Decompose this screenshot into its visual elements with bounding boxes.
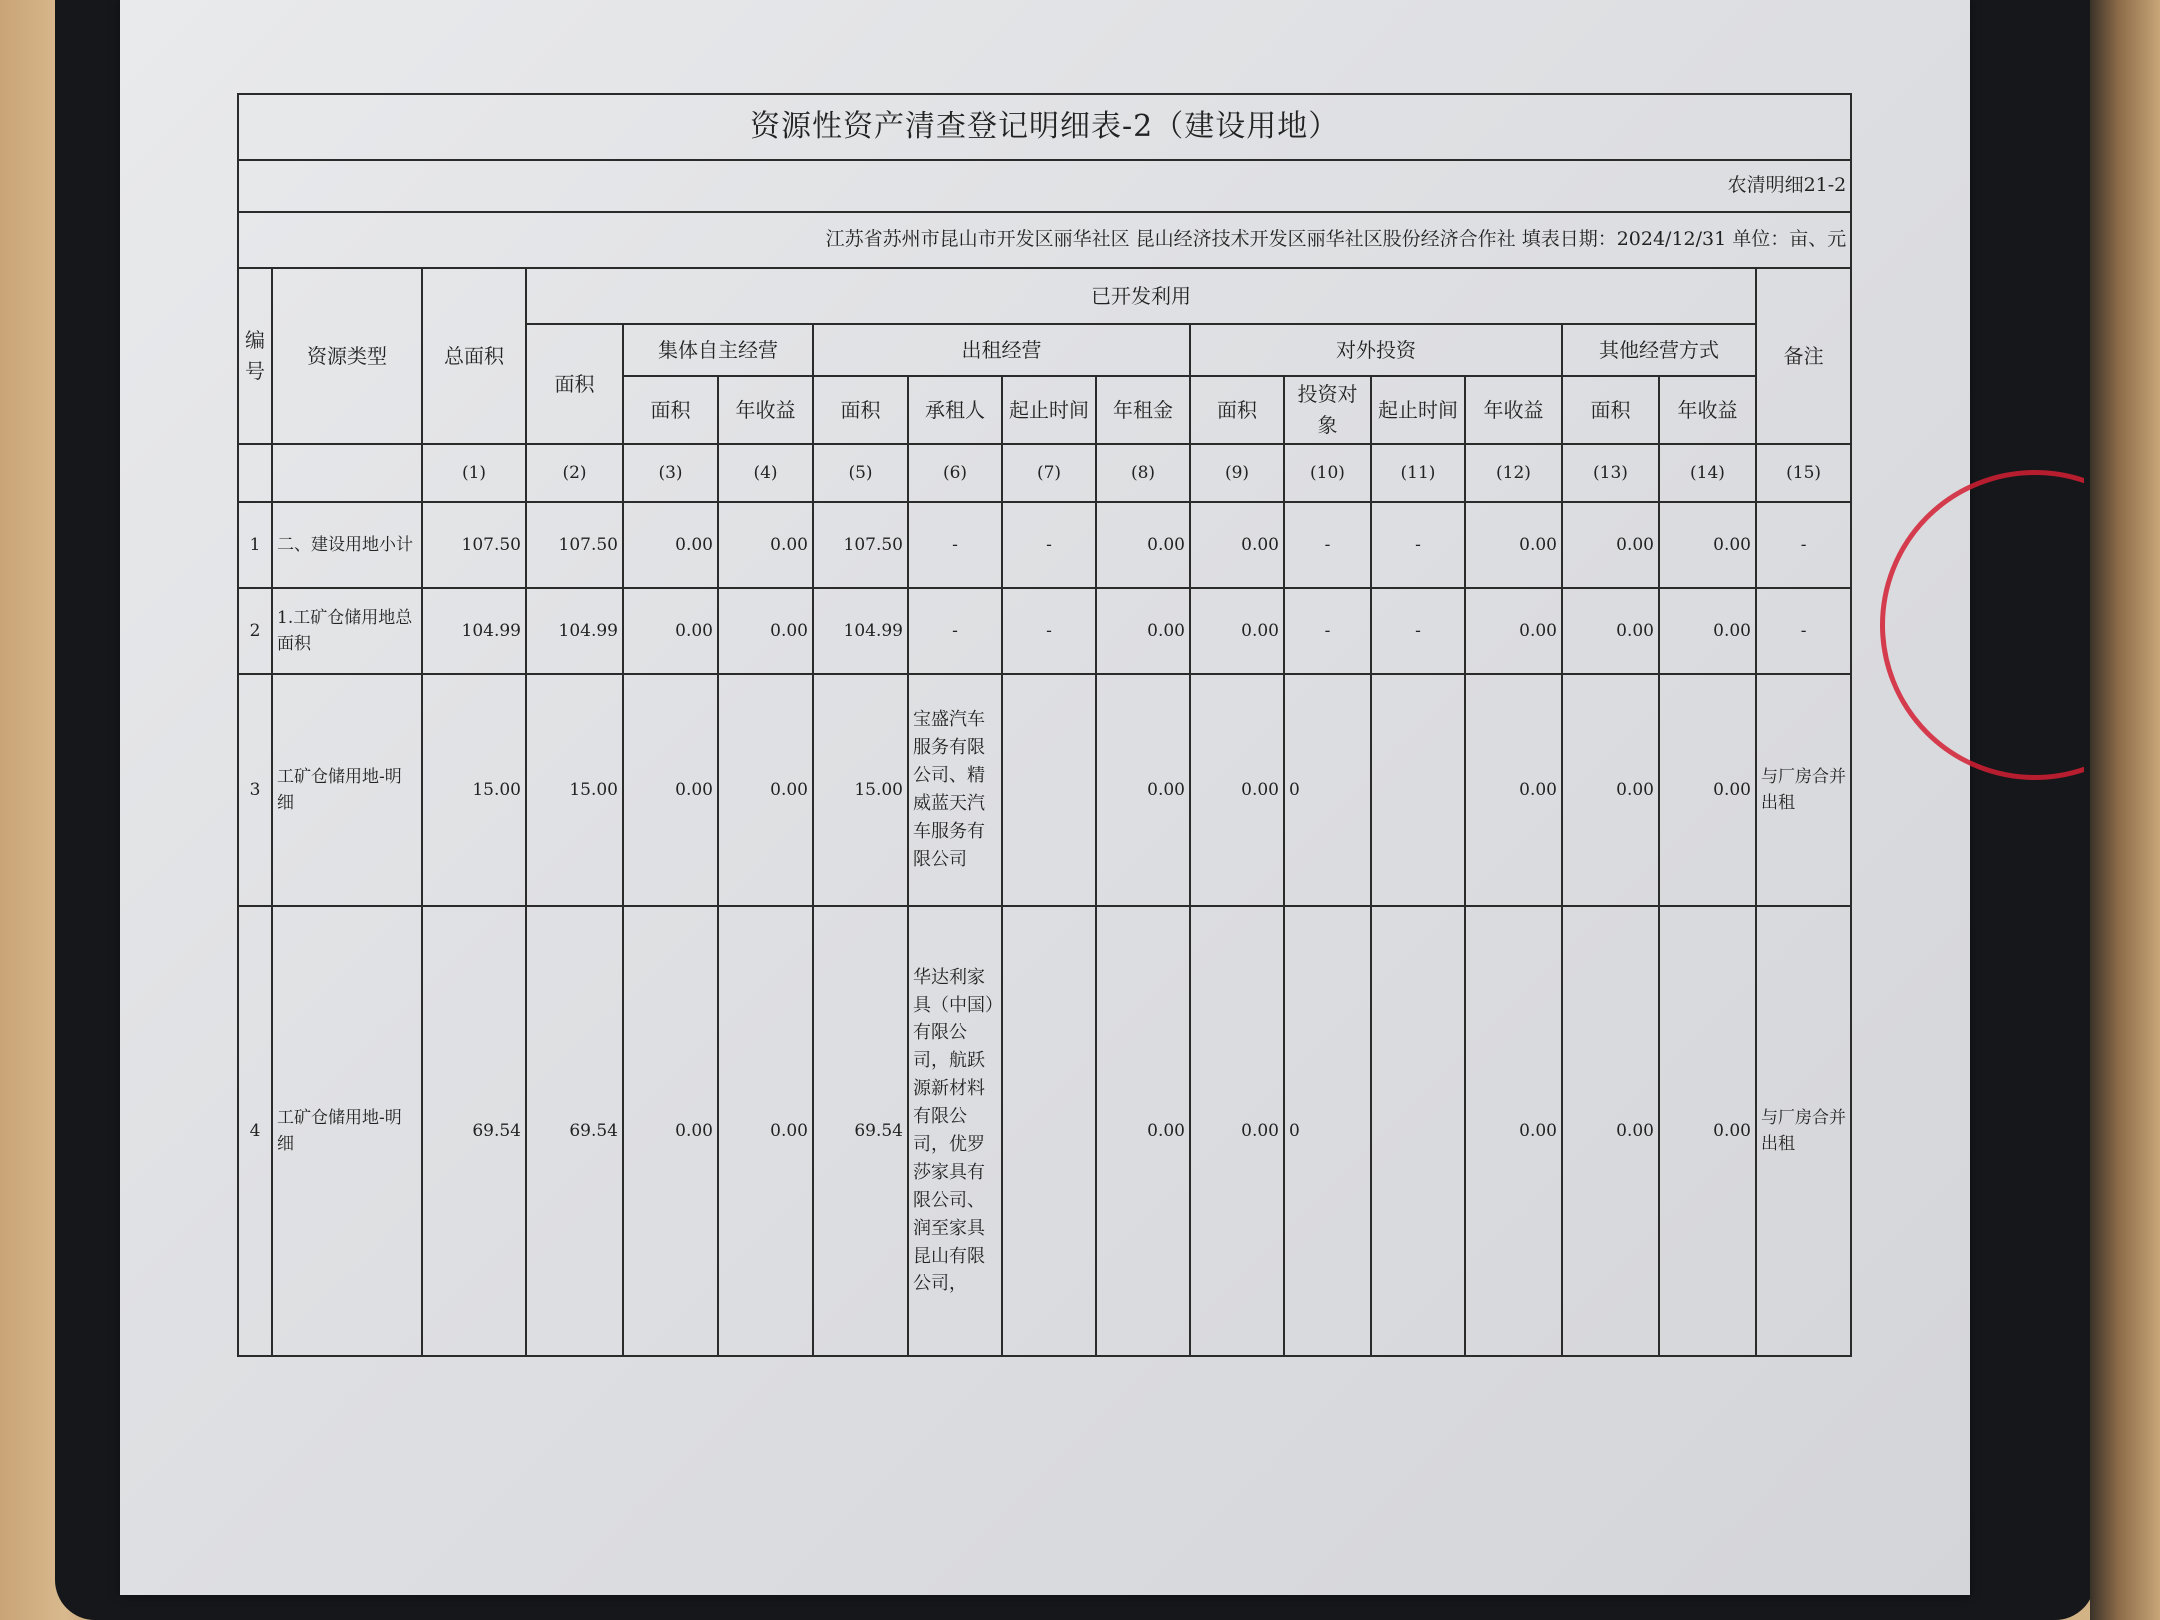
index-cell: (1)	[422, 444, 526, 502]
cell-o-income: 0.00	[1659, 588, 1756, 674]
cell-r-rent: 0.00	[1096, 588, 1190, 674]
header-developed: 已开发利用	[526, 268, 1756, 324]
index-cell: (12)	[1465, 444, 1562, 502]
cell-area: 107.50	[526, 502, 623, 588]
cell-c-area: 0.00	[623, 502, 718, 588]
index-cell: (8)	[1096, 444, 1190, 502]
cell-r-period	[1002, 906, 1096, 1356]
header-i-period: 起止时间	[1371, 376, 1465, 444]
page-title: 资源性资产清查登记明细表-2（建设用地）	[238, 94, 1851, 160]
cell-r-period	[1002, 674, 1096, 906]
header-no: 编号	[238, 268, 272, 444]
cell-r-area: 69.54	[813, 906, 908, 1356]
cell-i-income: 0.00	[1465, 906, 1562, 1356]
cell-r-tenant: 华达利家具（中国）有限公司，航跃源新材料有限公司，优罗莎家具有限公司、润至家具昆山有限公司，	[908, 906, 1002, 1356]
cell-c-income: 0.00	[718, 674, 813, 906]
cell-type: 工矿仓储用地-明细	[272, 674, 422, 906]
cell-total-area: 104.99	[422, 588, 526, 674]
header-r-period: 起止时间	[1002, 376, 1096, 444]
header-c-area: 面积	[623, 376, 718, 444]
cell-no: 3	[238, 674, 272, 906]
cell-i-target: 0	[1284, 906, 1371, 1356]
cell-remark: 与厂房合并出租	[1756, 906, 1851, 1356]
index-cell: (10)	[1284, 444, 1371, 502]
header-o-income: 年收益	[1659, 376, 1756, 444]
cell-i-period: -	[1371, 588, 1465, 674]
cell-i-target: -	[1284, 588, 1371, 674]
form-code: 农清明细21-2	[238, 160, 1851, 212]
index-cell: (13)	[1562, 444, 1659, 502]
header-other: 其他经营方式	[1562, 324, 1756, 376]
table-row	[238, 588, 1851, 674]
cell-r-tenant: -	[908, 588, 1002, 674]
cell-r-area: 15.00	[813, 674, 908, 906]
cell-r-area: 104.99	[813, 588, 908, 674]
cell-c-income: 0.00	[718, 588, 813, 674]
cell-area: 15.00	[526, 674, 623, 906]
cell-remark: -	[1756, 502, 1851, 588]
cell-i-area: 0.00	[1190, 906, 1284, 1356]
cell-r-rent: 0.00	[1096, 674, 1190, 906]
table-row	[238, 906, 1851, 1356]
cell-c-area: 0.00	[623, 906, 718, 1356]
cell-total-area: 69.54	[422, 906, 526, 1356]
header-i-income: 年收益	[1465, 376, 1562, 444]
cell-r-period: -	[1002, 588, 1096, 674]
header-rental: 出租经营	[813, 324, 1190, 376]
header-collective: 集体自主经营	[623, 324, 813, 376]
binder-edge	[2090, 0, 2160, 1620]
header-i-target: 投资对象	[1284, 376, 1371, 444]
index-cell: (5)	[813, 444, 908, 502]
header-r-rent: 年租金	[1096, 376, 1190, 444]
asset-register-table	[237, 93, 1852, 1357]
cell-c-area: 0.00	[623, 674, 718, 906]
cell-o-area: 0.00	[1562, 502, 1659, 588]
cell-area: 69.54	[526, 906, 623, 1356]
cell-i-period	[1371, 674, 1465, 906]
header-remark: 备注	[1756, 268, 1851, 444]
header-i-area: 面积	[1190, 376, 1284, 444]
header-investment: 对外投资	[1190, 324, 1562, 376]
cell-total-area: 15.00	[422, 674, 526, 906]
cell-i-income: 0.00	[1465, 502, 1562, 588]
index-cell: (9)	[1190, 444, 1284, 502]
index-cell: (2)	[526, 444, 623, 502]
index-cell: (6)	[908, 444, 1002, 502]
cell-i-period: -	[1371, 502, 1465, 588]
header-type: 资源类型	[272, 268, 422, 444]
index-cell-blank	[272, 444, 422, 502]
cell-total-area: 107.50	[422, 502, 526, 588]
table-row	[238, 674, 1851, 906]
index-cell: (15)	[1756, 444, 1851, 502]
cell-i-area: 0.00	[1190, 674, 1284, 906]
cell-o-area: 0.00	[1562, 588, 1659, 674]
index-cell: (11)	[1371, 444, 1465, 502]
column-index-row	[238, 444, 1851, 502]
cell-area: 104.99	[526, 588, 623, 674]
cell-r-rent: 0.00	[1096, 906, 1190, 1356]
cell-r-rent: 0.00	[1096, 502, 1190, 588]
seal-arc-marks	[1895, 530, 1955, 730]
cell-o-area: 0.00	[1562, 906, 1659, 1356]
cell-i-period	[1371, 906, 1465, 1356]
cell-c-area: 0.00	[623, 588, 718, 674]
cell-no: 4	[238, 906, 272, 1356]
cell-no: 2	[238, 588, 272, 674]
header-r-tenant: 承租人	[908, 376, 1002, 444]
cell-o-income: 0.00	[1659, 502, 1756, 588]
cell-r-area: 107.50	[813, 502, 908, 588]
cell-i-target: -	[1284, 502, 1371, 588]
cell-r-tenant: -	[908, 502, 1002, 588]
cell-i-area: 0.00	[1190, 502, 1284, 588]
cell-c-income: 0.00	[718, 502, 813, 588]
cell-remark: -	[1756, 588, 1851, 674]
index-cell: (14)	[1659, 444, 1756, 502]
cell-i-target: 0	[1284, 674, 1371, 906]
header-o-area: 面积	[1562, 376, 1659, 444]
index-cell: (4)	[718, 444, 813, 502]
cell-i-area: 0.00	[1190, 588, 1284, 674]
cell-r-tenant: 宝盛汽车服务有限公司、精威蓝天汽车服务有限公司	[908, 674, 1002, 906]
index-cell: (3)	[623, 444, 718, 502]
cell-type: 1.工矿仓储用地总面积	[272, 588, 422, 674]
index-cell: (7)	[1002, 444, 1096, 502]
header-area: 面积	[526, 324, 623, 444]
cell-c-income: 0.00	[718, 906, 813, 1356]
cell-i-income: 0.00	[1465, 674, 1562, 906]
meta-line: 江苏省苏州市昆山市开发区丽华社区 昆山经济技术开发区丽华社区股份经济合作社 填表日期：2024/12/31 单位：亩、元	[238, 212, 1851, 268]
cell-type: 二、建设用地小计	[272, 502, 422, 588]
header-c-income: 年收益	[718, 376, 813, 444]
header-total-area: 总面积	[422, 268, 526, 444]
cell-o-area: 0.00	[1562, 674, 1659, 906]
cell-o-income: 0.00	[1659, 674, 1756, 906]
cell-type: 工矿仓储用地-明细	[272, 906, 422, 1356]
table-row	[238, 502, 1851, 588]
cell-i-income: 0.00	[1465, 588, 1562, 674]
cell-o-income: 0.00	[1659, 906, 1756, 1356]
cell-remark: 与厂房合并出租	[1756, 674, 1851, 906]
cell-r-period: -	[1002, 502, 1096, 588]
index-cell-blank	[238, 444, 272, 502]
header-r-area: 面积	[813, 376, 908, 444]
cell-no: 1	[238, 502, 272, 588]
